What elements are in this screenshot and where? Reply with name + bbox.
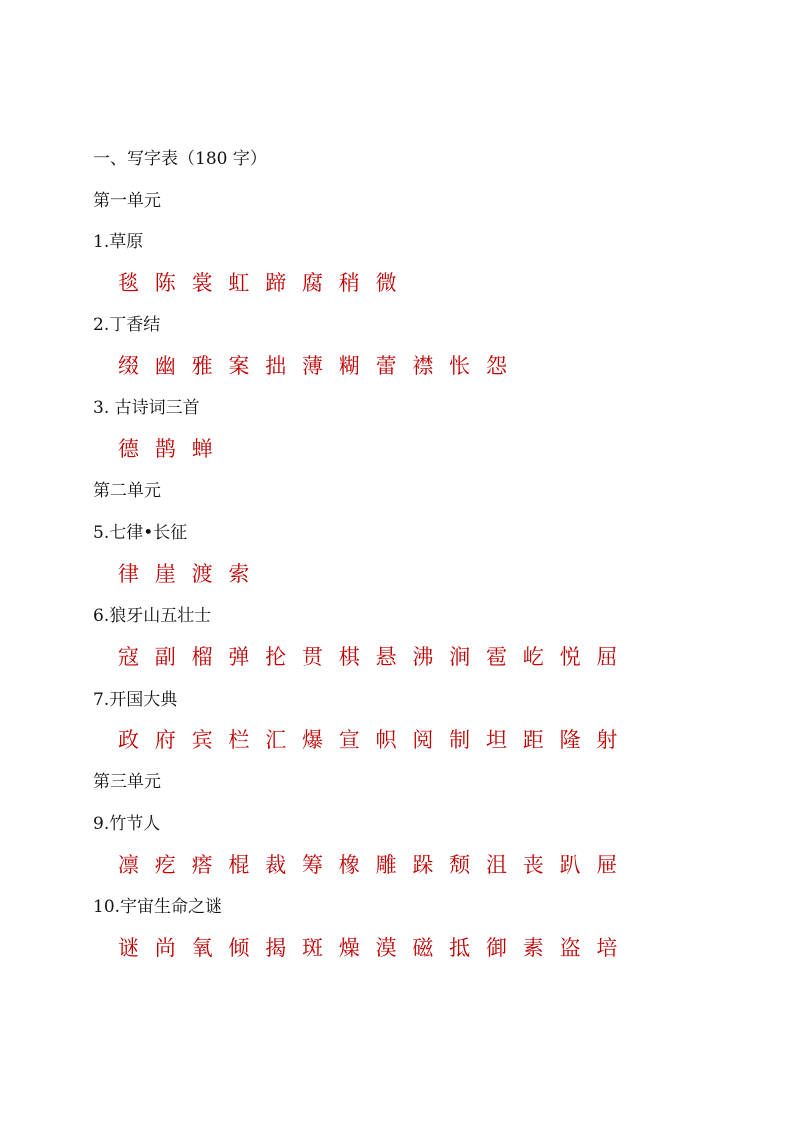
character: 沸 <box>412 645 434 669</box>
character-row <box>118 850 633 880</box>
character: 斑 <box>301 936 323 960</box>
character-row <box>118 642 633 672</box>
character-row <box>118 933 633 963</box>
character: 微 <box>375 271 397 295</box>
character: 蕾 <box>375 354 397 378</box>
character: 颓 <box>449 853 471 877</box>
lesson-heading: 9.竹节人 <box>93 814 161 834</box>
lesson-heading: 5.七律•长征 <box>93 523 188 543</box>
character: 筹 <box>301 853 323 877</box>
character: 抵 <box>449 936 471 960</box>
character: 雹 <box>485 645 507 669</box>
character: 磁 <box>412 936 434 960</box>
character: 寇 <box>118 645 139 669</box>
character: 宣 <box>338 728 360 752</box>
character: 栏 <box>228 728 250 752</box>
character: 缀 <box>118 354 139 378</box>
character: 府 <box>154 728 176 752</box>
character: 跺 <box>412 853 434 877</box>
character: 贯 <box>301 645 323 669</box>
character: 距 <box>522 728 544 752</box>
character: 宾 <box>191 728 213 752</box>
character: 趴 <box>559 853 581 877</box>
character: 沮 <box>485 853 507 877</box>
character: 尚 <box>154 936 176 960</box>
lesson-heading: 1.草原 <box>93 232 144 252</box>
character: 制 <box>449 728 471 752</box>
lesson-heading: 10.宇宙生命之谜 <box>93 897 223 917</box>
character: 拙 <box>265 354 287 378</box>
character: 汇 <box>265 728 287 752</box>
character: 倾 <box>228 936 250 960</box>
character: 凛 <box>118 853 139 877</box>
character: 薄 <box>301 354 323 378</box>
character: 素 <box>522 936 544 960</box>
character: 御 <box>485 936 507 960</box>
character: 屹 <box>522 645 544 669</box>
unit-heading: 第二单元 <box>93 481 161 501</box>
character-row <box>118 559 265 589</box>
character: 射 <box>596 728 618 752</box>
character: 崖 <box>154 562 176 586</box>
character: 揭 <box>265 936 287 960</box>
character: 鹊 <box>154 437 176 461</box>
character: 渡 <box>191 562 213 586</box>
character: 蝉 <box>191 437 213 461</box>
unit-heading: 第三单元 <box>93 772 161 792</box>
character: 虹 <box>228 271 250 295</box>
character: 隆 <box>559 728 581 752</box>
character: 丧 <box>522 853 544 877</box>
character: 屉 <box>596 853 618 877</box>
character-row <box>118 434 228 464</box>
character: 裁 <box>265 853 287 877</box>
character: 怨 <box>485 354 507 378</box>
character: 燥 <box>338 936 360 960</box>
character: 陈 <box>154 271 176 295</box>
character: 糊 <box>338 354 360 378</box>
character: 德 <box>118 437 139 461</box>
character: 抡 <box>265 645 287 669</box>
character: 棋 <box>338 645 360 669</box>
character: 悦 <box>559 645 581 669</box>
page-title: 一、写字表（180 字） <box>93 149 267 169</box>
character: 幽 <box>154 354 176 378</box>
character: 稍 <box>338 271 360 295</box>
lesson-heading: 2.丁香结 <box>93 315 161 335</box>
unit-heading: 第一单元 <box>93 191 161 211</box>
lesson-heading: 7.开国大典 <box>93 690 178 710</box>
character: 案 <box>228 354 250 378</box>
character: 棍 <box>228 853 250 877</box>
character: 雅 <box>191 354 213 378</box>
character: 政 <box>118 728 139 752</box>
character: 蹄 <box>265 271 287 295</box>
character: 腐 <box>301 271 323 295</box>
character: 氧 <box>191 936 213 960</box>
character: 襟 <box>412 354 434 378</box>
character: 索 <box>228 562 250 586</box>
character-row <box>118 725 633 755</box>
character: 帜 <box>375 728 397 752</box>
character: 爆 <box>301 728 323 752</box>
character: 律 <box>118 562 139 586</box>
character: 雕 <box>375 853 397 877</box>
character: 橡 <box>338 853 360 877</box>
character: 培 <box>596 936 618 960</box>
lesson-heading: 3. 古诗词三首 <box>93 398 200 418</box>
character: 瘩 <box>191 853 213 877</box>
character: 屈 <box>596 645 618 669</box>
character: 副 <box>154 645 176 669</box>
character: 榴 <box>191 645 213 669</box>
character: 弹 <box>228 645 250 669</box>
character: 毯 <box>118 271 139 295</box>
character-row <box>118 351 523 381</box>
lesson-heading: 6.狼牙山五壮士 <box>93 606 212 626</box>
character: 悬 <box>375 645 397 669</box>
character: 漠 <box>375 936 397 960</box>
character: 涧 <box>449 645 471 669</box>
character: 怅 <box>449 354 471 378</box>
character: 裳 <box>191 271 213 295</box>
character: 阅 <box>412 728 434 752</box>
character: 坦 <box>485 728 507 752</box>
character-row <box>118 268 412 298</box>
character: 疙 <box>154 853 176 877</box>
character: 谜 <box>118 936 139 960</box>
character: 盗 <box>559 936 581 960</box>
